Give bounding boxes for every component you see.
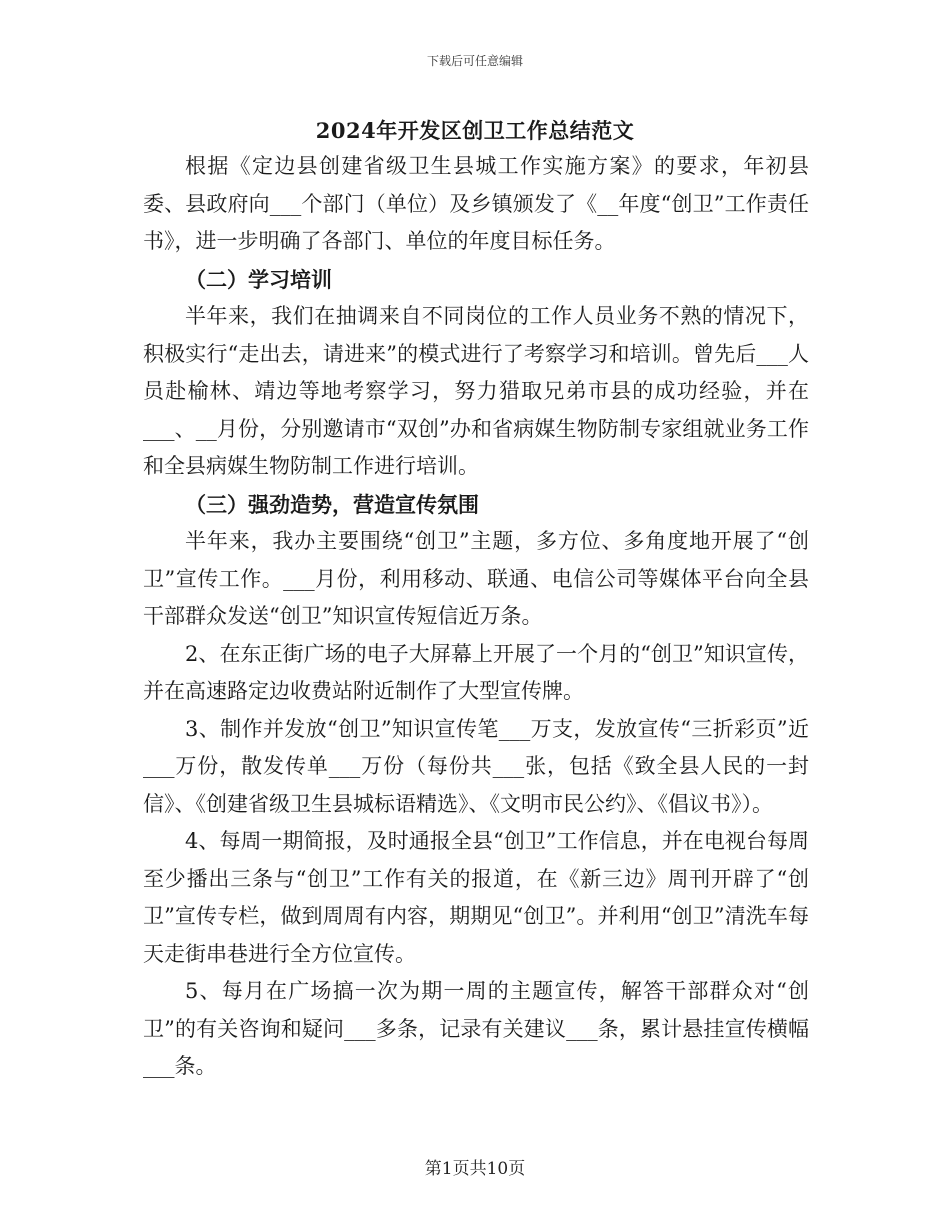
paragraph-publicity-5: 5、每月在广场搞一次为期一周的主题宣传，解答干部群众对“创卫”的有关咨询和疑问___多条，记录有关建议___条，累计悬挂宣传横幅___条。 [143, 979, 809, 1078]
document-title: 2024年开发区创卫工作总结范文 [315, 118, 635, 143]
page-number-footer: 第1页共10页 [424, 1159, 526, 1179]
document-body [143, 148, 809, 1086]
section-heading-study: （二）学习培训 [185, 266, 332, 292]
header-note: 下载后可任意编辑 [426, 54, 523, 68]
paragraph-intro: 根据《定边县创建省级卫生县城工作实施方案》的要求，年初县委、县政府向___个部门（单位）及乡镇颁发了《__年度“创卫”工作责任书》，进一步明确了各部门、单位的年度目标任务。 [143, 154, 809, 253]
paragraph-publicity-3: 3、制作并发放“创卫”知识宣传笔___万支，发放宣传“三折彩页”近___万份，散发传单___万份（每份共___张，包括《致全县人民的一封信》、《创建省级卫生县城标语精选》、《文明市民公约》、《倡议书》）。 [143, 716, 809, 816]
paragraph-publicity-4: 4、每周一期简报，及时通报全县“创卫”工作信息，并在电视台每周至少播出三条与“创卫”工作有关的报道，在《新三边》周刊开辟了“创卫”宣传专栏，做到周周有内容，期期见“创卫”。并利用“创卫”清洗车每天走街串巷进行全方位宣传。 [143, 829, 809, 966]
paragraph-study: 半年来，我们在抽调来自不同岗位的工作人员业务不熟的情况下，积极实行“走出去，请进来”的模式进行了考察学习和培训。曾先后___人员赴榆林、靖边等地考察学习，努力猎取兄弟市县的成功经验，并在___、__月份，分别邀请市“双创”办和省病媒生物防制专家组就业务工作和全县病媒生物防制工作进行培训。 [143, 304, 809, 478]
paragraph-publicity-2: 2、在东正街广场的电子大屏幕上开展了一个月的“创卫”知识宣传，并在高速路定边收费站附近制作了大型宣传牌。 [143, 641, 809, 703]
section-heading-publicity: （三）强劲造势，营造宣传氛围 [185, 491, 479, 517]
paragraph-publicity-1: 半年来，我办主要围绕“创卫”主题，多方位、多角度地开展了“创卫”宣传工作。___月份，利用移动、联通、电信公司等媒体平台向全县干部群众发送“创卫”知识宣传短信近万条。 [143, 529, 809, 628]
